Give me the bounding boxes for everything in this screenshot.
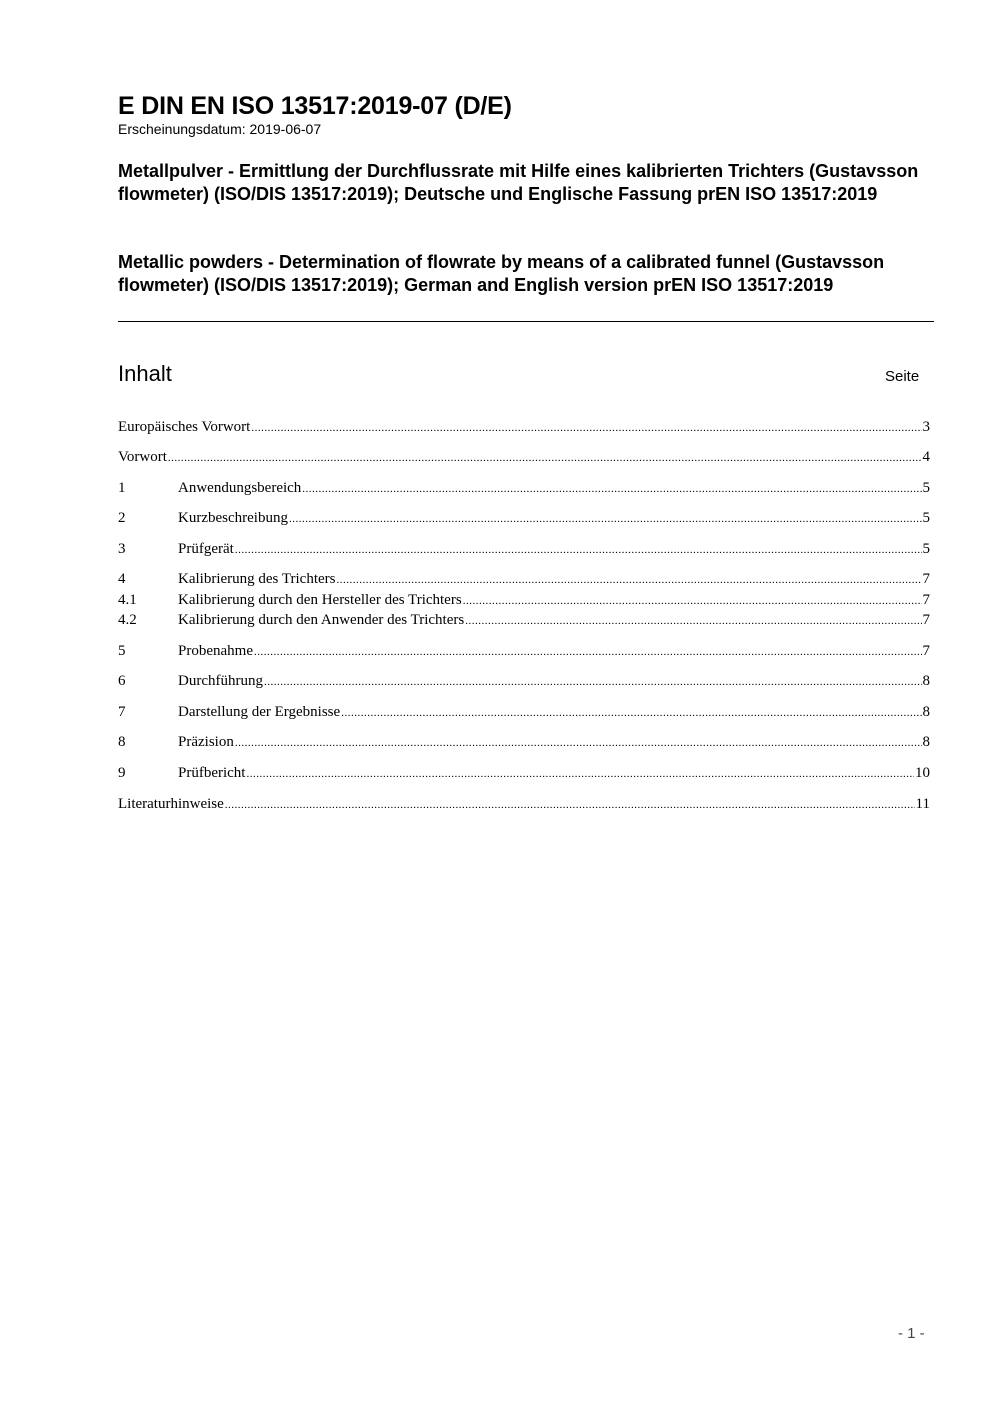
toc-entry[interactable] <box>118 733 930 752</box>
toc-entry-page: 5 <box>922 480 930 496</box>
toc-leader-dots <box>246 765 914 784</box>
toc-entry-title: Darstellung der Ergebnisse <box>178 704 341 720</box>
toc-entry-page: 10 <box>915 765 930 781</box>
toc-leader-dots <box>168 449 922 468</box>
toc-leader-dots <box>341 704 921 723</box>
toc-entry-title: Anwendungsbereich <box>178 480 302 496</box>
toc-leader-dots <box>235 541 922 560</box>
toc-entry-page: 5 <box>922 510 930 526</box>
toc-entry-title: Prüfbericht <box>178 765 246 781</box>
toc-entry[interactable] <box>118 795 930 814</box>
toc-entry-number: 5 <box>118 643 126 659</box>
toc-entry-page: 7 <box>922 592 930 608</box>
toc-leader-dots <box>463 592 922 611</box>
toc-entry-title: Kalibrierung des Trichters <box>178 571 336 587</box>
toc-entry-title: Kurzbeschreibung <box>178 510 288 526</box>
toc-entry-number: 3 <box>118 541 126 557</box>
toc-entry[interactable] <box>118 642 930 661</box>
publication-date: Erscheinungsdatum: 2019-06-07 <box>118 121 322 137</box>
toc-entry-title: Vorwort <box>118 449 167 465</box>
toc-entry-title: Kalibrierung durch den Anwender des Trichters <box>178 612 465 628</box>
toc-entry-title: Prüfgerät <box>178 541 234 557</box>
toc-entry[interactable] <box>118 611 930 630</box>
toc-entry-page: 8 <box>922 704 930 720</box>
toc-leader-dots <box>465 612 921 631</box>
toc-entry-page: 7 <box>922 612 930 628</box>
toc-entry-title: Literaturhinweise <box>118 796 224 812</box>
toc-leader-dots <box>235 734 922 753</box>
toc-entry-number: 4.2 <box>118 612 137 628</box>
toc-page-column-label: Seite <box>885 368 920 385</box>
toc-entry[interactable] <box>118 764 930 783</box>
german-title: Metallpulver - Ermittlung der Durchflussrate mit Hilfe eines kalibrierten Trichters (Gustavsson flowmeter) (ISO/DIS 13517:2019); Deutsche und Englische Fassung prEN ISO 13517:2019 <box>118 161 919 204</box>
toc-entry-page: 11 <box>915 796 930 812</box>
toc-entry-number: 7 <box>118 704 126 720</box>
document-id: E DIN EN ISO 13517:2019-07 (D/E) <box>118 92 512 120</box>
toc-entry-title: Präzision <box>178 734 234 750</box>
toc-entry[interactable] <box>118 509 930 528</box>
toc-leader-dots <box>289 510 922 529</box>
toc-entry-number: 6 <box>118 673 126 689</box>
toc-entry[interactable] <box>118 418 930 437</box>
toc-leader-dots <box>254 643 922 662</box>
toc-leader-dots <box>264 673 922 692</box>
toc-leader-dots <box>251 419 921 438</box>
toc-entry-number: 9 <box>118 765 126 781</box>
toc-leader-dots <box>336 571 921 590</box>
toc-entry-title: Kalibrierung durch den Hersteller des Trichters <box>178 592 462 608</box>
toc-entry-page: 3 <box>922 419 930 435</box>
toc-entry[interactable] <box>118 479 930 498</box>
toc-entry[interactable] <box>118 540 930 559</box>
toc-entry[interactable] <box>118 703 930 722</box>
toc-entry-number: 1 <box>118 480 126 496</box>
toc-entry[interactable] <box>118 570 930 589</box>
toc-leader-dots <box>302 480 921 499</box>
toc-entry-title: Probenahme <box>178 643 253 659</box>
title-divider <box>118 321 934 322</box>
toc-entry-number: 8 <box>118 734 126 750</box>
toc-heading: Inhalt <box>118 361 172 386</box>
toc-entry-title: Durchführung <box>178 673 263 689</box>
toc-entry-page: 4 <box>922 449 930 465</box>
toc-entry-number: 4.1 <box>118 592 137 608</box>
toc-entry[interactable] <box>118 591 930 610</box>
toc-entry-page: 8 <box>922 673 930 689</box>
toc-entry-page: 7 <box>922 643 930 659</box>
toc-entry-title: Europäisches Vorwort <box>118 419 251 435</box>
toc-entry-page: 7 <box>922 571 930 587</box>
english-title: Metallic powders - Determination of flowrate by means of a calibrated funnel (Gustavsson flowmeter) (ISO/DIS 13517:2019); German and English version prEN ISO 13517:2019 <box>118 252 885 295</box>
toc-entry[interactable] <box>118 448 930 467</box>
footer-page-number: - 1 - <box>898 1325 925 1342</box>
toc-entry-number: 2 <box>118 510 126 526</box>
toc-entry[interactable] <box>118 672 930 691</box>
toc-leader-dots <box>225 796 915 815</box>
toc-entry-page: 5 <box>922 541 930 557</box>
toc-entry-page: 8 <box>922 734 930 750</box>
toc-entry-number: 4 <box>118 571 126 587</box>
